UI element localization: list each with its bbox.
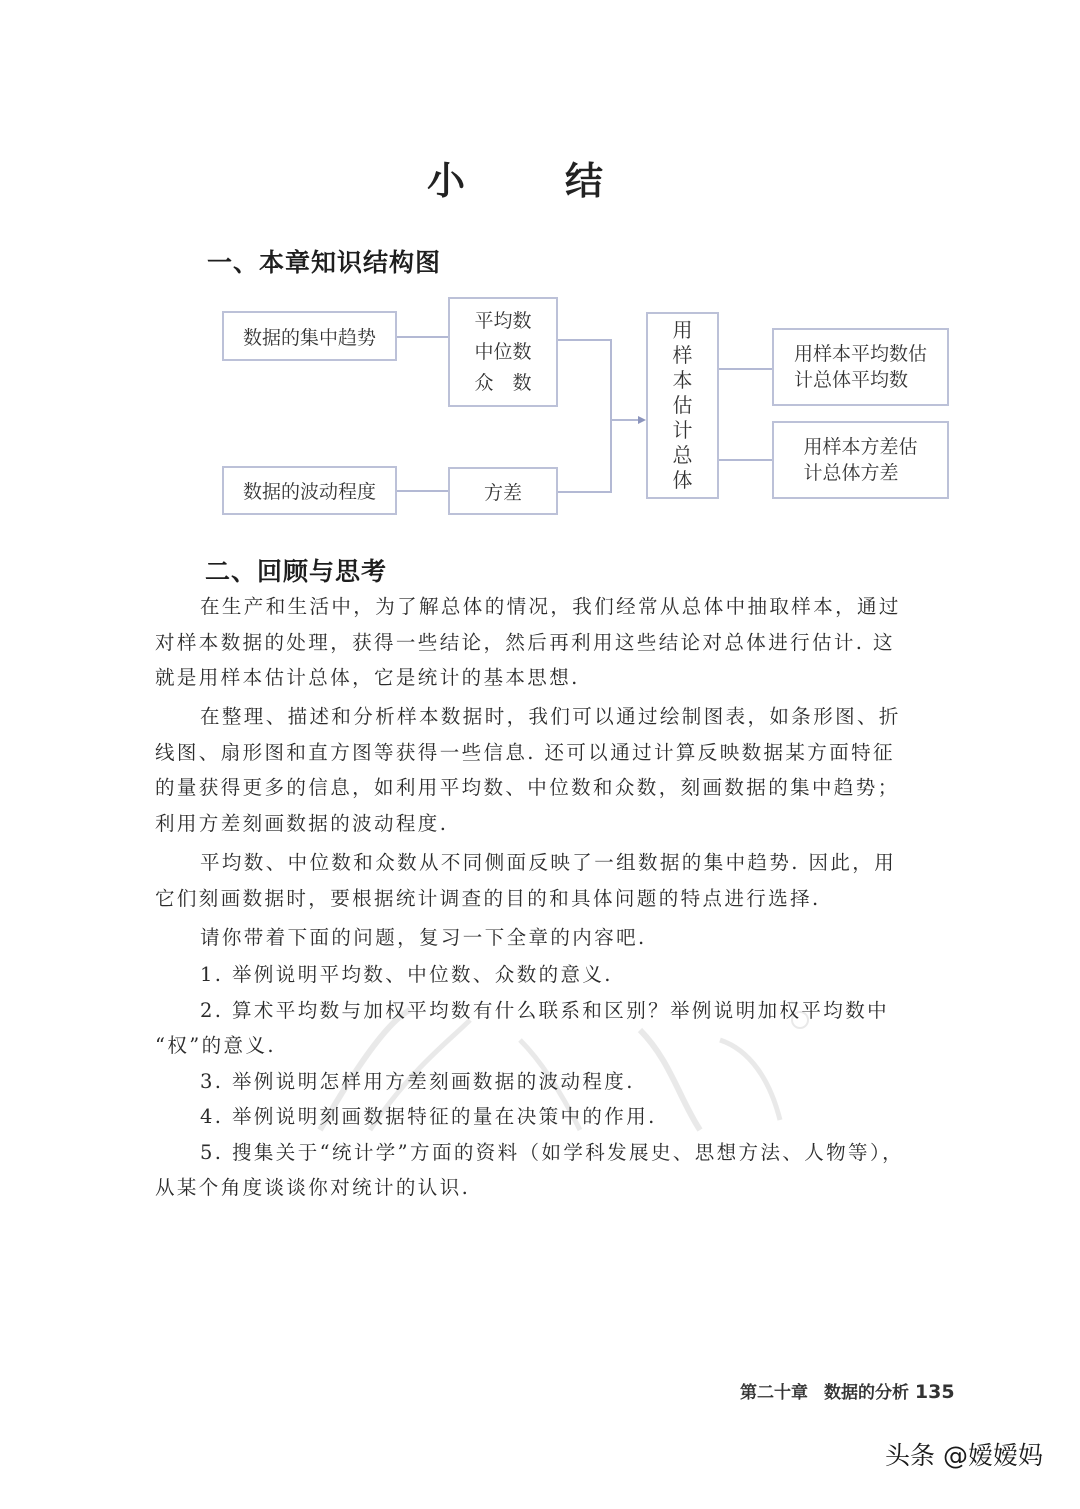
review-paragraph-3 (155, 845, 970, 916)
connector-line (558, 339, 611, 341)
connector-line (611, 419, 641, 421)
connector-line (397, 490, 449, 492)
label-median: 中位数 (474, 340, 532, 363)
label-mode: 众 数 (474, 371, 532, 394)
text-line: 对样本数据的处理，获得一些结论，然后再利用这些结论对总体进行估计. 这 (155, 630, 895, 654)
review-paragraph-2 (155, 699, 970, 841)
chapter-label: 第二十章 (740, 1383, 808, 1403)
vertical-char: 体 (672, 468, 693, 492)
text-line: 就是用样本估计总体，它是统计的基本思想. (155, 666, 580, 689)
page-footer (740, 1378, 955, 1403)
vertical-char: 样 (672, 343, 693, 367)
chapter-title: 数据的分析 (824, 1383, 909, 1403)
vertical-char: 估 (672, 393, 693, 417)
connector-line (397, 336, 449, 338)
connector-line (719, 459, 773, 461)
review-paragraph-1 (155, 589, 970, 696)
page-number: 135 (914, 1381, 955, 1403)
vertical-char: 计 (672, 418, 693, 442)
box-variance (448, 467, 558, 515)
connector-line (558, 491, 611, 493)
text-line: 利用方差刻画数据的波动程度. (155, 811, 449, 835)
text-line: 的量获得更多的信息，如利用平均数、中位数和众数，刻画数据的集中趋势； (155, 776, 900, 799)
question-5: 5. 搜集关于“统计学”方面的资料（如学科发展史、思想方法、人物等）， (200, 1140, 904, 1164)
text-line: 它们刻画数据时，要根据统计调查的目的和具体问题的特点进行选择. (155, 886, 821, 910)
question-2: 2. 算术平均数与加权平均数有什么联系和区别？举例说明加权平均数中 (200, 998, 890, 1022)
box-mean-median-mode (448, 297, 558, 407)
section-heading-structure: 一、本章知识结构图 (207, 248, 442, 277)
question-4: 4. 举例说明刻画数据特征的量在决策中的作用. (200, 1105, 657, 1128)
question-5-cont: 从某个角度谈谈你对统计的认识. (155, 1176, 471, 1199)
connector-line (719, 368, 773, 370)
vertical-char: 用 (672, 318, 693, 342)
label-mean: 平均数 (474, 309, 532, 332)
brand-watermark: 头条 @嫒嫒妈 (885, 1441, 1043, 1470)
text-line: 在整理、描述和分析样本数据时，我们可以通过绘制图表，如条形图、折 (200, 705, 901, 728)
box-dispersion (222, 466, 397, 515)
box-line: 用样本方差估 (803, 436, 918, 458)
box-estimate-population-mean (772, 328, 949, 406)
question-3: 3. 举例说明怎样用方差刻画数据的波动程度. (200, 1069, 635, 1093)
question-1: 1. 举例说明平均数、中位数、众数的意义. (200, 963, 613, 986)
text-line: 请你带着下面的问题，复习一下全章的内容吧. (200, 926, 647, 949)
text-line: 平均数、中位数和众数从不同侧面反映了一组数据的集中趋势. 因此，用 (200, 851, 897, 874)
connector-line (610, 339, 612, 493)
box-line: 计总体平均数 (793, 369, 908, 391)
box-sample-estimates-population (646, 312, 719, 499)
label-variance: 方差 (483, 481, 522, 504)
vertical-char: 总 (672, 443, 693, 467)
text-line: 在生产和生活中，为了解总体的情况，我们经常从总体中抽取样本，通过 (200, 595, 901, 618)
box-label: 数据的波动程度 (242, 481, 376, 503)
section-heading-review: 二、回顾与思考 (205, 557, 388, 586)
title-char-2: 结 (565, 158, 654, 203)
page-title (0, 150, 1080, 205)
question-2-cont: “权”的意义. (155, 1034, 276, 1057)
text-line: 线图、扇形图和直方图等获得一些信息. 还可以通过计算反映数据某方面特征 (155, 740, 895, 764)
box-line: 计总体方差 (803, 462, 899, 484)
title-char-1: 小 (426, 158, 515, 203)
box-estimate-population-variance (772, 421, 949, 499)
box-label: 数据的集中趋势 (242, 326, 376, 349)
review-paragraph-4 (155, 920, 970, 956)
box-central-tendency (222, 311, 397, 361)
vertical-char: 本 (672, 368, 693, 392)
arrow-head-icon (638, 416, 646, 424)
review-questions (155, 957, 970, 1206)
box-line: 用样本平均数估 (793, 343, 927, 365)
